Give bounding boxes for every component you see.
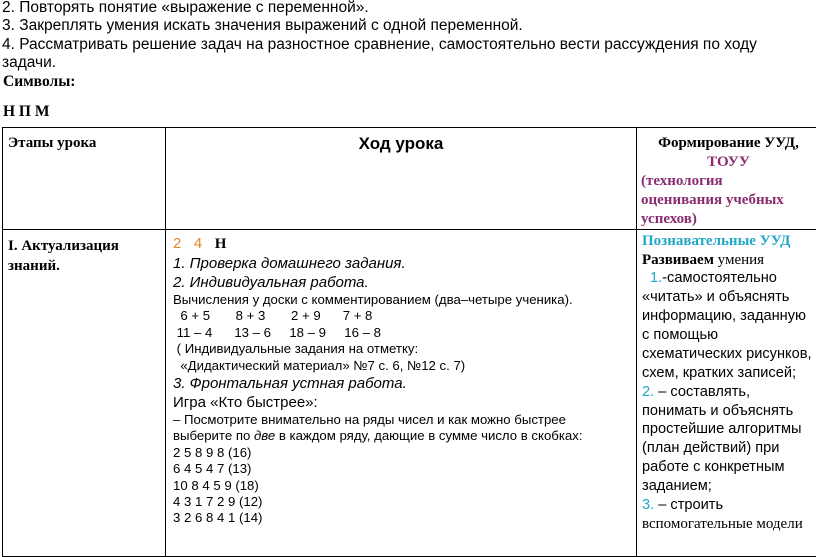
point-line: «читать» и объяснять [642, 288, 816, 307]
point-line: вспомогательные модели [642, 515, 816, 534]
task-text [173, 428, 636, 444]
header-stages: Этапы урока [3, 128, 166, 230]
number-row: 6 4 5 4 7 (13) [173, 461, 636, 477]
item-frontal: 3. Фронтальная устная работа. [173, 375, 407, 392]
item-individual: 2. Индивидуальная работа. [173, 274, 369, 291]
goal-line: 2. Повторять понятие «выражение с переменной». [2, 0, 814, 17]
develop-line [642, 251, 816, 270]
point-number: 2. [642, 384, 654, 400]
goal-line: задачи. [2, 54, 814, 72]
stage-title: I. Актуализация [8, 236, 165, 256]
header-uud-line: Формирование УУД, [637, 134, 816, 153]
course-cell [166, 230, 637, 557]
calc-intro: Вычисления у доски с комментированием (два–четыре ученика). [173, 292, 636, 308]
point-number: 3. [642, 497, 654, 513]
task-text: – Посмотрите внимательно на ряды чисел и как можно быстрее [173, 412, 636, 428]
develop-rest: умения [714, 252, 764, 268]
point-line: схематических рисунков, [642, 345, 816, 364]
calc-line: 11 – 4 13 – 6 18 – 9 16 – 8 [173, 325, 636, 341]
point-line: (план действий) при [642, 439, 816, 458]
item-homework: 1. Проверка домашнего задания. [173, 255, 406, 272]
goal-line: 4. Рассматривать решение задач на разностное сравнение, самостоятельно вести рассуждения по ходу [2, 36, 814, 54]
uud-cell [637, 230, 816, 557]
develop-bold: Развиваем [642, 252, 714, 268]
point-line [642, 269, 816, 288]
point-number: 1. [650, 270, 662, 286]
task-text-part: в каждом ряду, дающие в сумме число в скобках: [275, 428, 582, 443]
lesson-table [2, 127, 816, 557]
number-row: 3 2 6 8 4 1 (14) [173, 510, 636, 526]
uud-title: Познавательные УУД [642, 232, 816, 251]
number-row: 4 3 1 7 2 9 (12) [173, 494, 636, 510]
task-text-part: выберите по [173, 428, 254, 443]
table-row [3, 230, 816, 557]
individual-task: ( Индивидуальные задания на отметку: [173, 341, 636, 357]
point-text: – составлять, [654, 384, 750, 400]
marker-numbers: 2 4 [173, 235, 202, 252]
header-uud-line: (технология [637, 172, 816, 191]
goal-line: 3. Закреплять умения искать значения выражений с одной переменной. [2, 17, 814, 35]
point-text: -самостоятельно [662, 270, 777, 286]
point-line: схем, кратких записей; [642, 364, 816, 383]
point-line: с помощью [642, 326, 816, 345]
header-uud-line: успехов) [637, 210, 816, 229]
individual-task: «Дидактический материал» №7 с. 6, №12 с. 7) [173, 358, 636, 374]
stage-cell [3, 230, 166, 557]
task-text-italic: две [254, 428, 275, 443]
point-line: понимать и объяснять [642, 402, 816, 421]
point-line: информацию, заданную [642, 307, 816, 326]
table-header-row [3, 128, 816, 230]
point-line [642, 496, 816, 515]
header-uud [637, 128, 816, 230]
header-uud-line: оценивания учебных [637, 191, 816, 210]
stage-title: знаний. [8, 256, 165, 276]
marker-letter: Н [215, 236, 227, 252]
game-title: Игра «Кто быстрее»: [173, 393, 636, 412]
point-text: – строить [654, 497, 723, 513]
header-touu: ТОУУ [637, 153, 816, 172]
intro-goals [2, 0, 814, 73]
point-line [642, 383, 816, 402]
symbols-value: Н П М [3, 103, 50, 121]
header-course: Ход урока [166, 128, 637, 230]
symbols-label: Символы: [3, 73, 75, 91]
point-line: работе с конкретным [642, 458, 816, 477]
point-line: заданием; [642, 477, 816, 496]
calc-line: 6 + 5 8 + 3 2 + 9 7 + 8 [173, 308, 636, 324]
markers [173, 234, 636, 254]
number-row: 2 5 8 9 8 (16) [173, 445, 636, 461]
number-row: 10 8 4 5 9 (18) [173, 478, 636, 494]
point-line: простейшие алгоритмы [642, 420, 816, 439]
